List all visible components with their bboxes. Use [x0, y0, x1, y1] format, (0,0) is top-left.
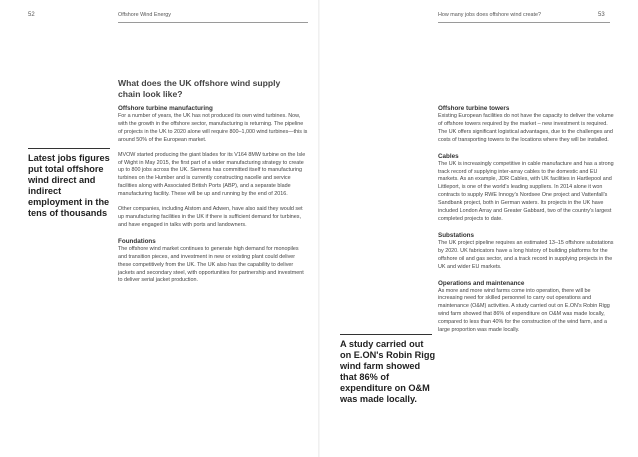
header-rule-left — [118, 22, 308, 23]
section-title: What does the UK offshore wind supply chain look like? — [118, 78, 281, 99]
page-gutter — [318, 0, 320, 457]
section-heading: Offshore turbine towers — [438, 105, 510, 112]
paragraph: As more and more wind farms come into operation, there will be increasing need for skilled personnel to carry out operations and maintenance (O&M) activities. A study carried out on E.ON's Robin Rigg wind farm showed that 86% of expenditure on O&M was made locally, compared to less than 40% for the construction of the wind farm, and a large proportion was made locally. — [438, 287, 610, 334]
paragraph: Existing European facilities do not have the capacity to deliver the volume of offshore towers required by the market – new investment is required. The UK offers significant logistical advantages, due to the challenges and costs of transporting towers to the locations where they will be installed. — [438, 113, 614, 143]
header-rule-right — [438, 22, 610, 23]
article-section — [438, 231, 614, 272]
left-body-column — [118, 104, 308, 292]
section-heading: Operations and maintenance — [438, 279, 525, 287]
paragraph: For a number of years, the UK has not produced its own wind turbines. Now, with the growth in the offshore sector, manufacturing is returning. The pipeline of projects in the UK to 2020 alone will require 800–1,000 wind turbines—this is around 50% of the European market. — [118, 113, 308, 143]
article-section — [438, 279, 614, 335]
paragraph: The UK project pipeline requires an estimated 13–15 offshore substations by 2020. UK fabricators have a long history of building platforms for the offshore oil and gas sector, and a track record in supplying projects in the UK and wider EU markets. — [438, 239, 614, 270]
paragraph: The offshore wind market continues to generate high demand for monopiles and transition pieces, and investment in new or existing plant could deliver these competitively from the UK. The UK also has the capability to deliver jackets and secondary steel, with opportunities for partnership and investment to deliver serial jacket production. — [118, 245, 304, 284]
section-heading: Offshore turbine manufacturing — [118, 105, 213, 112]
paragraph: MVOW started producing the giant blades for its V164 8MW turbine on the Isle of Wight in May 2015, the first part of a wider manufacturing strategy to create up to 800 jobs across the UK. Siemens has committed itself to manufacturing turbines on the Humber and is currently constructing nacelle and service facilities along with Associated British Ports (ABP), and a separate blade manufacturing facility. These will be up and running by the end of 2016. — [118, 151, 306, 198]
running-head-right: How many jobs does offshore wind create? — [438, 12, 541, 18]
paragraph: The UK is increasingly competitive in cable manufacture and has a strong track record of supplying inter-array cables to the domestic and EU markets. As an example, JDR Cables, with UK facilities in Hartlepool and Littleport, is one of the world's leading suppliers. In 2014 alone it won contracts to supply RWE Innogy's Nordsee One project and Vattenfall's Sandbank project, both in German waters. Its projects in the UK have included London Array and Greater Gabbard, two of the country's largest completed projects to date. — [438, 160, 614, 222]
running-head-left: Offshore Wind Energy — [118, 12, 171, 18]
article-section — [118, 104, 308, 230]
section-heading: Foundations — [118, 237, 156, 245]
pull-quote-right: A study carried out on E.ON's Robin Rigg wind farm showed that 86% of expenditure on O&M was made locally. — [340, 339, 436, 404]
pull-quote-rule-right — [340, 334, 432, 335]
right-body-column — [438, 104, 614, 342]
pull-quote-left: Latest jobs figures put total offshore wind direct and indirect employment in the tens of thousands — [28, 153, 110, 218]
page-number-right: 53 — [598, 12, 605, 18]
article-section — [438, 104, 614, 145]
section-heading: Substations — [438, 231, 475, 239]
article-section — [438, 152, 614, 224]
paragraph: Other companies, including Alstom and Adwen, have also said they would set up manufacturing facilities in the UK if there is sufficient demand for turbines, and have engaged in talks with ports and landowners. — [118, 206, 303, 228]
page-number-left: 52 — [28, 12, 35, 18]
article-section — [118, 237, 308, 286]
pull-quote-rule-left — [28, 148, 110, 149]
section-heading: Cables — [438, 152, 459, 160]
